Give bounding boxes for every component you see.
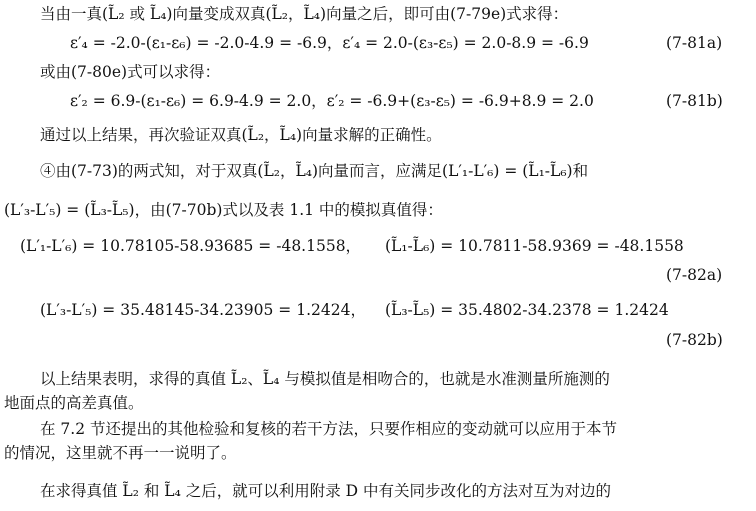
equation-number-7-81a: (7-81a) [666,34,723,52]
equation-7-82a-right: (L̃₁-L̃₆) = 10.7811-58.9369 = -48.1558 [385,237,684,255]
text-line-6: 以上结果表明，求得的真值 L̃₂、L̃₄ 与模拟值是相吻合的，也就是水准测量所施测的 [40,370,610,388]
equation-number-7-81b: (7-81b) [666,92,723,110]
text-line-5: (L′₃-L′₅) = (L̃₃-L̃₅)，由(7-70b)式以及表 1.1 中的模拟真值得： [4,201,443,219]
equation-7-81a: ε′₄ = -2.0-(ε₁-ε₆) = -2.0-4.9 = -6.9，ε′₄ = 2.0-(ε₃-ε₅) = 2.0-8.9 = -6.9 [70,34,589,52]
text-line-1: 当由一真(L̃₂ 或 L̃₄)向量变成双真(L̃₂，L̃₄)向量之后，即可由(7-79e)式求得： [40,5,569,23]
text-line-10: 在求得真值 L̃₂ 和 L̃₄ 之后，就可以利用附录 D 中有关同步改化的方法对互为对边的 [40,482,612,500]
text-line-7: 地面点的高差真值。 [4,394,144,412]
text-line-3: 通过以上结果，再次验证双真(L̃₂，L̃₄)向量求解的正确性。 [40,126,442,144]
text-line-9: 的情况，这里就不再一一说明了。 [4,444,237,462]
equation-7-82a-left: (L′₁-L′₆) = 10.78105-58.93685 = -48.1558， [20,237,362,255]
equation-7-81b: ε′₂ = 6.9-(ε₁-ε₆) = 6.9-4.9 = 2.0，ε′₂ = -6.9+(ε₃-ε₅) = -6.9+8.9 = 2.0 [70,92,594,110]
text-line-2: 或由(7-80e)式可以求得： [40,63,221,81]
equation-number-7-82a: (7-82a) [666,266,723,284]
equation-7-82b-left: (L′₃-L′₅) = 35.48145-34.23905 = 1.2424， [40,301,366,319]
equation-number-7-82b: (7-82b) [666,331,723,349]
equation-7-82b-right: (L̃₃-L̃₅) = 35.4802-34.2378 = 1.2424 [385,301,669,319]
text-line-4: ④由(7-73)的两式知，对于双真(L̃₂，L̃₄)向量而言，应满足(L′₁-L′₆) = (L̃₁-L̃₆)和 [40,162,589,180]
text-line-8: 在 7.2 节还提出的其他检验和复核的若干方法，只要作相应的变动就可以应用于本节 [40,420,618,438]
